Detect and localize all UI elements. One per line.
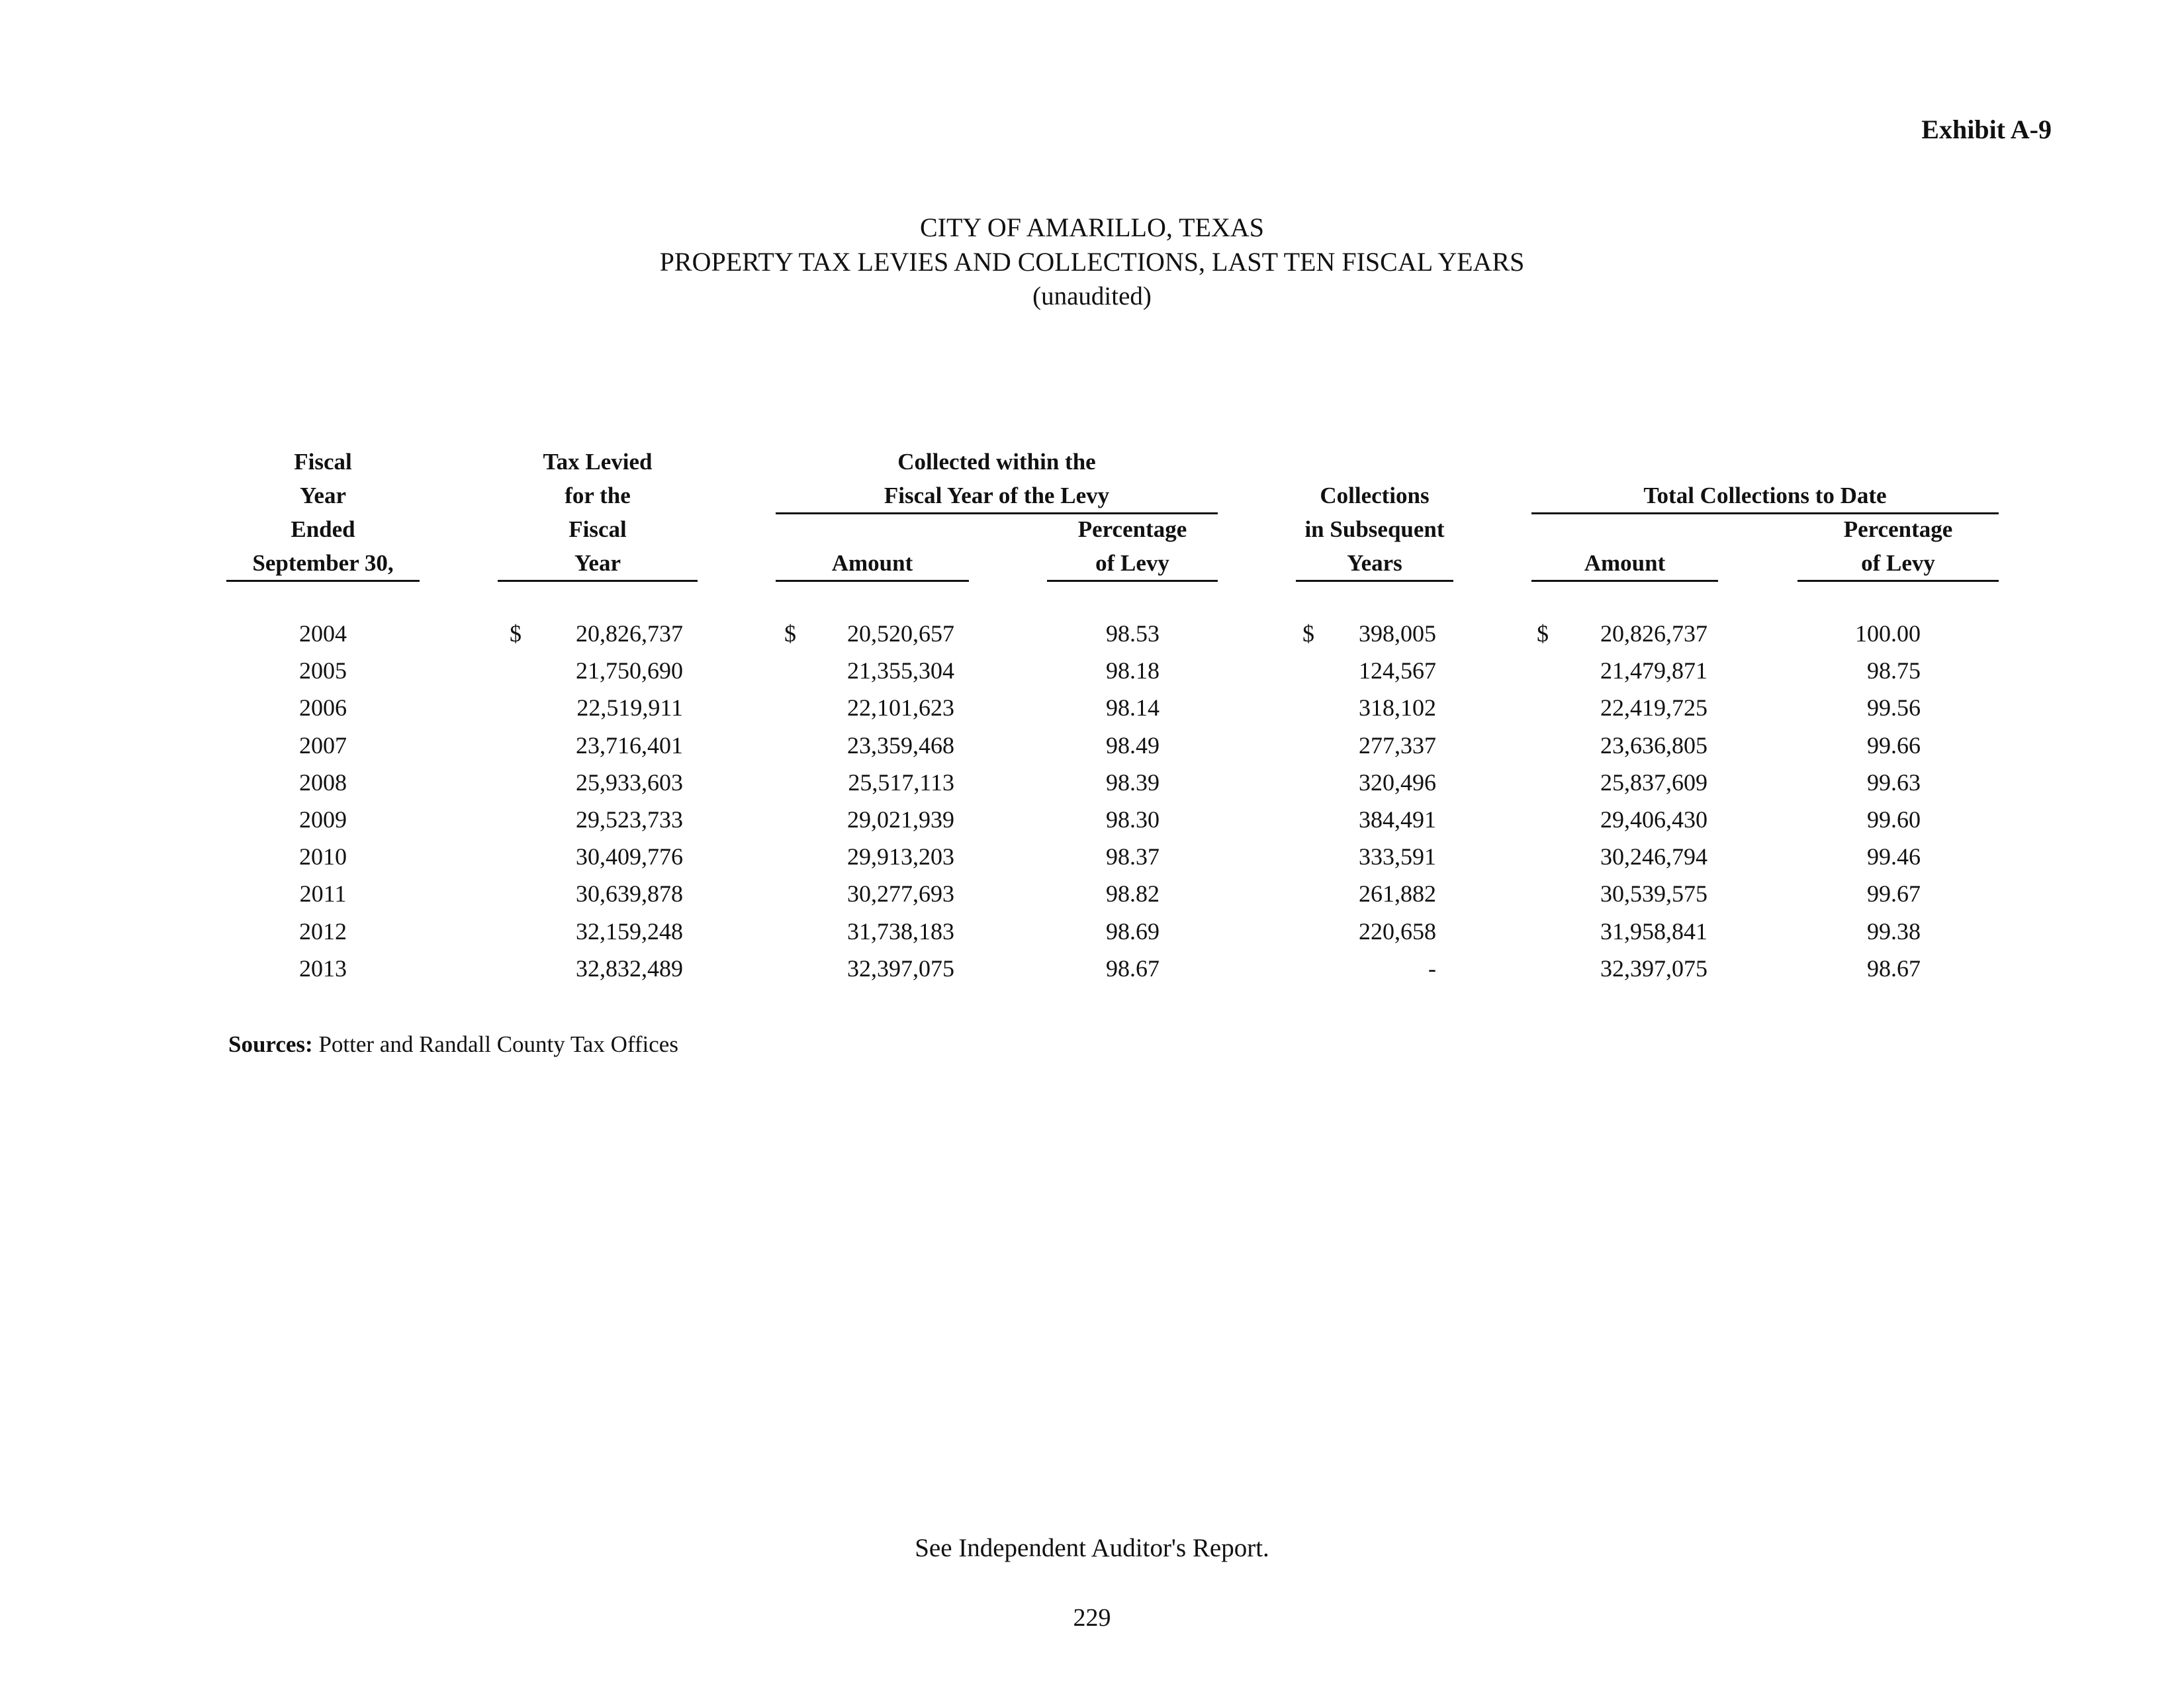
cell-year: 2007 bbox=[299, 731, 347, 759]
title-line-2: PROPERTY TAX LEVIES AND COLLECTIONS, LAST TEN FISCAL YEARS bbox=[659, 247, 1525, 277]
cell-collected-percentage: 98.49 bbox=[1106, 731, 1160, 759]
currency-symbol-total: $ bbox=[1537, 620, 1549, 647]
cell-subsequent-collections: 277,337 bbox=[1359, 731, 1436, 759]
cell-collected-percentage: 98.69 bbox=[1106, 917, 1160, 945]
cell-collected-percentage: 98.18 bbox=[1106, 657, 1160, 684]
cell-collected-amount: 21,355,304 bbox=[847, 657, 954, 684]
header-text: Collected within the bbox=[897, 449, 1096, 475]
cell-collected-amount: 25,517,113 bbox=[848, 769, 954, 796]
page-number: 229 bbox=[1073, 1604, 1111, 1632]
header-subsequent-collections bbox=[1296, 479, 1453, 582]
header-text: Amount bbox=[831, 550, 913, 576]
cell-collected-amount: 20,520,657 bbox=[847, 620, 954, 647]
header-text: for the bbox=[565, 483, 631, 508]
cell-total-amount: 25,837,609 bbox=[1600, 769, 1707, 796]
cell-total-percentage: 99.46 bbox=[1867, 843, 1921, 870]
cell-total-amount: 20,826,737 bbox=[1600, 620, 1707, 647]
cell-total-percentage: 98.75 bbox=[1867, 657, 1921, 684]
header-text: Amount bbox=[1584, 550, 1666, 576]
header-text: of Levy bbox=[1095, 550, 1169, 576]
header-text: Ended bbox=[291, 516, 355, 542]
sources-note bbox=[228, 1031, 678, 1058]
cell-total-amount: 29,406,430 bbox=[1600, 806, 1707, 833]
cell-collected-percentage: 98.82 bbox=[1106, 880, 1160, 908]
cell-collected-percentage: 98.37 bbox=[1106, 843, 1160, 870]
header-text: Fiscal Year of the Levy bbox=[884, 483, 1110, 508]
header-text: in Subsequent bbox=[1304, 516, 1445, 542]
cell-year: 2010 bbox=[299, 843, 347, 870]
cell-year: 2008 bbox=[299, 769, 347, 796]
cell-total-percentage: 99.60 bbox=[1867, 806, 1921, 833]
cell-tax-levied: 21,750,690 bbox=[576, 657, 683, 684]
header-text: September 30, bbox=[252, 550, 394, 576]
cell-total-amount: 22,419,725 bbox=[1600, 694, 1707, 722]
cell-subsequent-collections: 333,591 bbox=[1359, 843, 1436, 870]
cell-year: 2004 bbox=[299, 620, 347, 647]
cell-collected-amount: 31,738,183 bbox=[847, 917, 954, 945]
cell-collected-amount: 29,913,203 bbox=[847, 843, 954, 870]
cell-total-percentage: 99.66 bbox=[1867, 731, 1921, 759]
cell-collected-amount: 22,101,623 bbox=[847, 694, 954, 722]
cell-total-amount: 23,636,805 bbox=[1600, 731, 1707, 759]
cell-collected-percentage: 98.53 bbox=[1106, 620, 1160, 647]
cell-year: 2009 bbox=[299, 806, 347, 833]
header-text: Percentage bbox=[1077, 516, 1187, 542]
cell-total-amount: 30,539,575 bbox=[1600, 880, 1707, 908]
cell-tax-levied: 25,933,603 bbox=[576, 769, 683, 796]
header-text: Total Collections to Date bbox=[1643, 483, 1887, 508]
header-total-amount bbox=[1531, 546, 1718, 582]
cell-subsequent-collections: 384,491 bbox=[1359, 806, 1436, 833]
cell-year: 2012 bbox=[299, 917, 347, 945]
cell-year: 2005 bbox=[299, 657, 347, 684]
cell-collected-amount: 32,397,075 bbox=[847, 955, 954, 982]
cell-tax-levied: 20,826,737 bbox=[576, 620, 683, 647]
cell-total-percentage: 99.56 bbox=[1867, 694, 1921, 722]
cell-tax-levied: 32,832,489 bbox=[576, 955, 683, 982]
currency-symbol-collected: $ bbox=[784, 620, 796, 647]
cell-year: 2006 bbox=[299, 694, 347, 722]
exhibit-label: Exhibit A-9 bbox=[1921, 115, 2052, 144]
header-total-group bbox=[1531, 479, 1999, 514]
header-tax-levied bbox=[498, 445, 698, 582]
cell-collected-amount: 29,021,939 bbox=[847, 806, 954, 833]
cell-subsequent-collections: 124,567 bbox=[1359, 657, 1436, 684]
cell-total-percentage: 99.63 bbox=[1867, 769, 1921, 796]
header-text: Years bbox=[1347, 550, 1402, 576]
cell-total-amount: 31,958,841 bbox=[1600, 917, 1707, 945]
cell-total-amount: 32,397,075 bbox=[1600, 955, 1707, 982]
cell-subsequent-collections: 318,102 bbox=[1359, 694, 1436, 722]
cell-year: 2011 bbox=[299, 880, 347, 908]
cell-collected-amount: 30,277,693 bbox=[847, 880, 954, 908]
header-text: of Levy bbox=[1861, 550, 1935, 576]
sources-label: Sources: bbox=[228, 1031, 313, 1057]
header-collected-group bbox=[776, 445, 1218, 514]
cell-total-percentage: 99.38 bbox=[1867, 917, 1921, 945]
header-text: Tax Levied bbox=[543, 449, 653, 475]
cell-total-percentage: 98.67 bbox=[1867, 955, 1921, 982]
header-text: Percentage bbox=[1843, 516, 1953, 542]
cell-year: 2013 bbox=[299, 955, 347, 982]
header-fiscal-year bbox=[226, 445, 420, 582]
sources-text: Potter and Randall County Tax Offices bbox=[318, 1031, 678, 1057]
currency-symbol-levied: $ bbox=[510, 620, 522, 647]
cell-tax-levied: 29,523,733 bbox=[576, 806, 683, 833]
cell-collected-percentage: 98.30 bbox=[1106, 806, 1160, 833]
cell-subsequent-collections: 398,005 bbox=[1359, 620, 1436, 647]
cell-total-percentage: 99.67 bbox=[1867, 880, 1921, 908]
cell-subsequent-collections: - bbox=[1428, 955, 1436, 982]
cell-tax-levied: 30,409,776 bbox=[576, 843, 683, 870]
cell-collected-amount: 23,359,468 bbox=[847, 731, 954, 759]
cell-tax-levied: 22,519,911 bbox=[576, 694, 683, 722]
cell-subsequent-collections: 220,658 bbox=[1359, 917, 1436, 945]
header-text: Fiscal bbox=[294, 449, 352, 475]
header-text: Collections bbox=[1320, 483, 1430, 508]
cell-collected-percentage: 98.67 bbox=[1106, 955, 1160, 982]
cell-total-percentage: 100.00 bbox=[1855, 620, 1921, 647]
cell-total-amount: 30,246,794 bbox=[1600, 843, 1707, 870]
currency-symbol-subsequent: $ bbox=[1302, 620, 1314, 647]
cell-total-amount: 21,479,871 bbox=[1600, 657, 1707, 684]
header-collected-amount bbox=[776, 546, 969, 582]
title-line-3: (unaudited) bbox=[1032, 282, 1152, 310]
cell-tax-levied: 32,159,248 bbox=[576, 917, 683, 945]
cell-collected-percentage: 98.14 bbox=[1106, 694, 1160, 722]
header-text: Year bbox=[574, 550, 621, 576]
cell-subsequent-collections: 261,882 bbox=[1359, 880, 1436, 908]
header-total-percentage bbox=[1797, 512, 1999, 582]
cell-subsequent-collections: 320,496 bbox=[1359, 769, 1436, 796]
auditor-report-note: See Independent Auditor's Report. bbox=[915, 1534, 1269, 1562]
cell-tax-levied: 30,639,878 bbox=[576, 880, 683, 908]
cell-tax-levied: 23,716,401 bbox=[576, 731, 683, 759]
header-text: Fiscal bbox=[569, 516, 627, 542]
report-title bbox=[0, 211, 2184, 314]
cell-collected-percentage: 98.39 bbox=[1106, 769, 1160, 796]
header-collected-percentage bbox=[1047, 512, 1218, 582]
title-line-1: CITY OF AMARILLO, TEXAS bbox=[919, 212, 1265, 242]
header-text: Year bbox=[300, 483, 346, 508]
